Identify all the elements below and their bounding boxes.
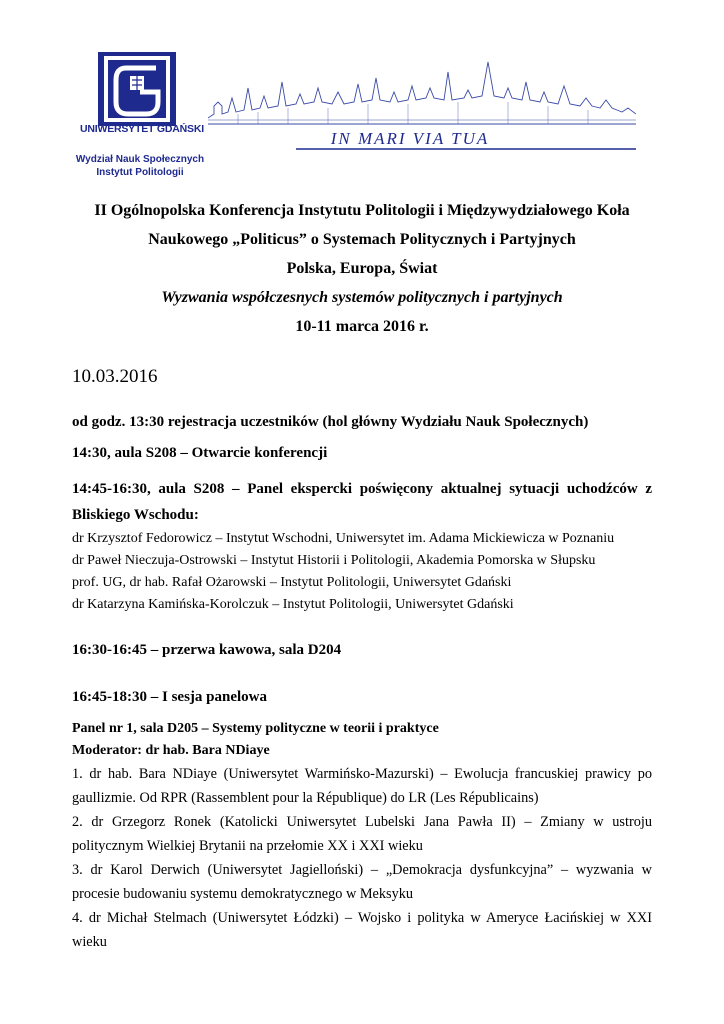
gdansk-skyline-banner <box>208 58 636 154</box>
faculty-line: Wydział Nauk Społecznych <box>75 154 205 165</box>
expert-item: dr Paweł Nieczuja-Ostrowski – Instytut Historii i Politologii, Akademia Pomorska w Słupsku <box>72 553 596 568</box>
panel1-heading: Panel nr 1, sala D205 – Systemy polityczne w teorii i praktyce <box>72 721 439 736</box>
day-program <box>72 410 652 954</box>
expert-item: dr Katarzyna Kamińska-Korolczuk – Instytut Politologii, Uniwersytet Gdański <box>72 597 514 612</box>
motto-text: IN MARI VIA TUA <box>330 129 490 148</box>
expert-list <box>72 528 652 616</box>
title-line-2: Naukowego „Politicus” o Systemach Politycznych i Partyjnych <box>148 231 576 248</box>
title-line-1: II Ogólnopolska Konferencja Instytutu Politologii i Międzywydziałowego Koła <box>94 202 630 219</box>
institute-line: Instytut Politologii <box>96 167 184 178</box>
day-date-heading: 10.03.2016 <box>72 366 158 387</box>
conference-dates: 10-11 marca 2016 r. <box>295 318 429 335</box>
talk-item: 3. dr Karol Derwich (Uniwersytet Jagielloński) – „Demokracja dysfunkcyjna” – wyzwania w procesie budowaniu systemu demokratycznego w Meksyku <box>72 862 652 902</box>
conference-title <box>72 196 652 341</box>
talk-item: 4. dr Michał Stelmach (Uniwersytet Łódzki) – Wojsko i polityka w Ameryce Łacińskiej w XXI wieku <box>72 910 652 950</box>
conference-subtitle: Wyzwania współczesnych systemów politycznych i partyjnych <box>161 289 563 306</box>
expert-item: dr Krzysztof Fedorowicz – Instytut Wschodni, Uniwersytet im. Adama Mickiewicza w Poznaniu <box>72 531 615 546</box>
faculty-label <box>72 153 208 179</box>
registration-item: od godz. 13:30 rejestracja uczestników (hol główny Wydziału Nauk Społecznych) <box>72 414 589 430</box>
talk-list <box>72 762 652 954</box>
expert-item: prof. UG, dr hab. Rafał Ożarowski – Instytut Politologii, Uniwersytet Gdański <box>72 575 512 590</box>
document-header <box>0 0 724 190</box>
university-logo-icon <box>98 52 176 126</box>
expert-panel-title: 14:45-16:30, aula S208 – Panel ekspercki poświęcony aktualnej sytuacji uchodźców z Bliskiego Wschodu: <box>72 481 652 523</box>
talk-item: 2. dr Grzegorz Ronek (Katolicki Uniwersytet Lubelski Jana Pawła II) – Zmiany w ustroju politycznym Wielkiej Brytanii na przełomie XX i XXI wieku <box>72 814 652 854</box>
panel1-moderator: Moderator: dr hab. Bara NDiaye <box>72 743 270 758</box>
university-logo-text: UNIWERSYTET GDAŃSKI <box>80 123 204 135</box>
title-line-3: Polska, Europa, Świat <box>286 260 438 277</box>
coffee-break-item: 16:30-16:45 – przerwa kawowa, sala D204 <box>72 642 342 658</box>
session-heading: 16:45-18:30 – I sesja panelowa <box>72 689 267 705</box>
opening-item: 14:30, aula S208 – Otwarcie konferencji <box>72 445 328 461</box>
talk-item: 1. dr hab. Bara NDiaye (Uniwersytet Warmińsko-Mazurski) – Ewolucja francuskiej prawicy po gaullizmie. Od RPR (Rassemblent pour la République) do LR (Les Républicains) <box>72 766 652 806</box>
